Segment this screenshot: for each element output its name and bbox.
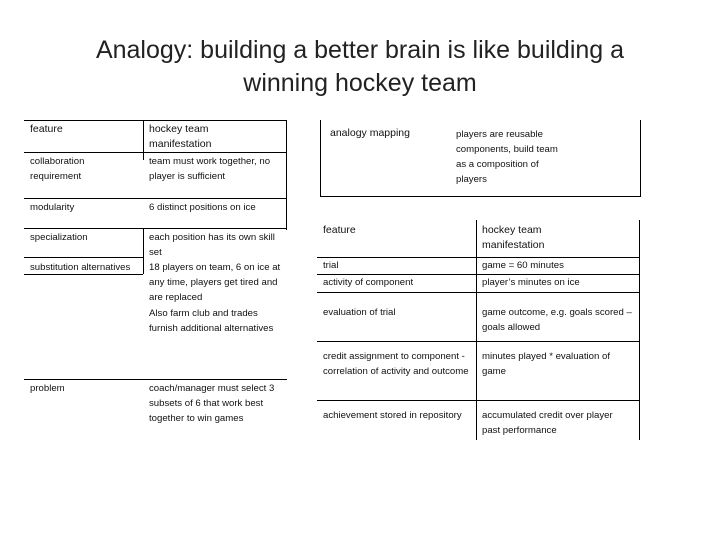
left-row-manifestation: 18 players on team, 6 on ice at any time, players get tired and are replaced xyxy=(149,262,281,303)
mapping-box-line xyxy=(320,120,321,197)
slide-title-line-1: Analogy: building a better brain is like building a xyxy=(95,36,625,64)
right-row-feature: trial xyxy=(323,260,339,271)
left-row-feature: substitution alternatives xyxy=(30,262,131,273)
right-row-manifestation: player’s minutes on ice xyxy=(482,277,580,288)
right-table-line xyxy=(317,400,640,401)
right-header-manifestation: hockey team manifestation xyxy=(482,224,545,251)
left-table-line xyxy=(143,120,144,160)
right-table-line xyxy=(317,292,640,293)
right-row-feature: achievement stored in repository xyxy=(323,410,462,421)
left-table-line xyxy=(24,379,287,380)
left-row-manifestation: team must work together, no player is sufficient xyxy=(149,156,271,182)
left-table-line xyxy=(24,228,287,229)
left-table-line xyxy=(24,257,143,258)
right-row-manifestation: game = 60 minutes xyxy=(482,260,564,271)
right-table-line xyxy=(317,341,640,342)
left-row-manifestation-extra: Also farm club and trades furnish additional alternatives xyxy=(149,308,274,334)
mapping-text: players are reusable components, build team as a composition of players xyxy=(456,129,558,185)
slide-title-line-2: winning hockey team xyxy=(243,69,477,97)
left-row-feature: collaboration requirement xyxy=(30,156,85,182)
left-header-feature: feature xyxy=(30,123,63,135)
mapping-box-line xyxy=(640,120,641,197)
right-table-line xyxy=(476,220,477,258)
left-row-feature: modularity xyxy=(30,202,75,213)
right-row-manifestation: accumulated credit over player past performance xyxy=(482,410,613,436)
right-header-feature: feature xyxy=(323,224,356,236)
mapping-box-line xyxy=(320,196,640,197)
right-row-manifestation: game outcome, e.g. goals scored – goals allowed xyxy=(482,307,632,333)
left-row-feature: problem xyxy=(30,383,65,394)
right-row-manifestation: minutes played * evaluation of game xyxy=(482,351,610,377)
right-row-feature: evaluation of trial xyxy=(323,307,396,318)
right-row-feature: credit assignment to component -correlation of activity and outcome xyxy=(323,351,469,377)
left-row-manifestation: coach/manager must select 3 subsets of 6 that work best together to win games xyxy=(149,383,275,424)
slide-title xyxy=(40,34,680,100)
left-header-manifestation: hockey team manifestation xyxy=(149,123,212,150)
left-row-manifestation: each position has its own skill set xyxy=(149,232,275,258)
left-table-line xyxy=(24,198,287,199)
right-table-line xyxy=(639,220,640,440)
left-table-line xyxy=(24,152,287,153)
left-row-manifestation: 6 distinct positions on ice xyxy=(149,202,256,213)
left-row-feature: specialization xyxy=(30,232,88,243)
left-table-line xyxy=(24,120,287,121)
right-row-feature: activity of component xyxy=(323,277,414,288)
mapping-label: analogy mapping xyxy=(330,127,410,139)
